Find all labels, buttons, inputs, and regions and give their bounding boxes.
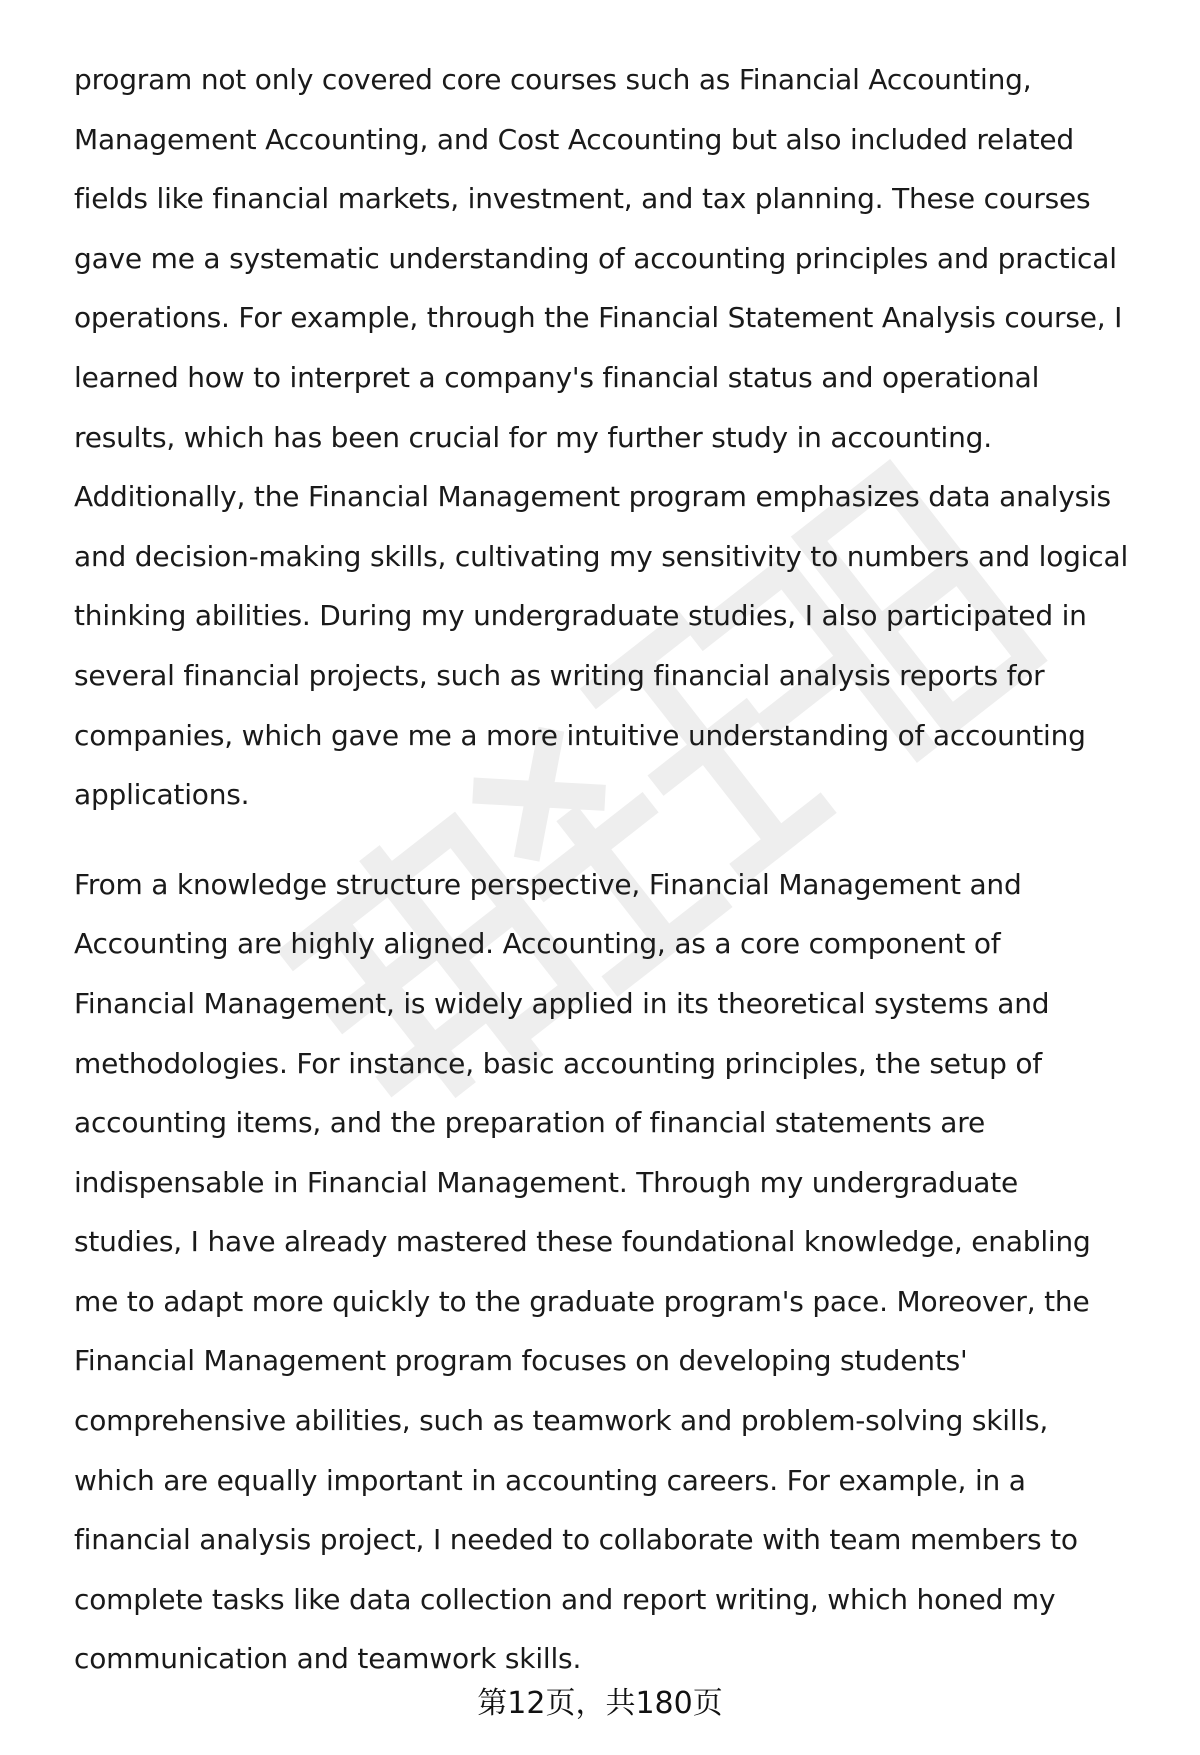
page-number-footer: 第12页，共180页: [477, 1686, 723, 1721]
text-line: fields like financial markets, investment, and tax planning. These courses: [74, 182, 1091, 216]
text-line: companies, which gave me a more intuitive understanding of accounting: [74, 718, 1086, 752]
text-line: Management Accounting, and Cost Accounting but also included related: [74, 122, 1074, 156]
text-line: communication and teamwork skills.: [74, 1642, 582, 1676]
text-line: me to adapt more quickly to the graduate program's pace. Moreover, the: [74, 1284, 1090, 1318]
text-line: indispensable in Financial Management. Through my undergraduate: [74, 1165, 1019, 1199]
text-line: results, which has been crucial for my further study in accounting.: [74, 420, 992, 454]
text-line: accounting items, and the preparation of financial statements are: [74, 1106, 985, 1140]
text-line: methodologies. For instance, basic accounting principles, the setup of: [74, 1046, 1042, 1080]
text-line: several financial projects, such as writing financial analysis reports for: [74, 658, 1045, 692]
document-body: [74, 50, 1154, 1689]
text-line: studies, I have already mastered these foundational knowledge, enabling: [74, 1225, 1091, 1259]
text-line: gave me a systematic understanding of accounting principles and practical: [74, 241, 1117, 275]
text-line: program not only covered core courses such as Financial Accounting,: [74, 63, 1032, 96]
text-line: Financial Management program focuses on developing students': [74, 1344, 968, 1378]
text-line: operations. For example, through the Financial Statement Analysis course, I: [74, 301, 1123, 335]
text-line: thinking abilities. During my undergraduate studies, I also participated in: [74, 599, 1087, 633]
text-line: learned how to interpret a company's financial status and operational: [74, 360, 1040, 394]
text-line: Accounting are highly aligned. Accounting, as a core component of: [74, 927, 1001, 961]
text-line: Additionally, the Financial Management program emphasizes data analysis: [74, 480, 1111, 514]
text-line: comprehensive abilities, such as teamwork and problem-solving skills,: [74, 1404, 1049, 1438]
paragraph-2: [74, 855, 1154, 1689]
text-line: financial analysis project, I needed to collaborate with team members to: [74, 1523, 1078, 1557]
text-line: applications.: [74, 778, 250, 812]
text-line: complete tasks like data collection and report writing, which honed my: [74, 1582, 1056, 1616]
paragraph-1: [74, 50, 1154, 825]
text-line: From a knowledge structure perspective, Financial Management and: [74, 867, 1022, 901]
text-line: and decision-making skills, cultivating my sensitivity to numbers and logical: [74, 539, 1129, 573]
text-line: Financial Management, is widely applied in its theoretical systems and: [74, 986, 1050, 1020]
text-line: which are equally important in accounting careers. For example, in a: [74, 1463, 1026, 1497]
